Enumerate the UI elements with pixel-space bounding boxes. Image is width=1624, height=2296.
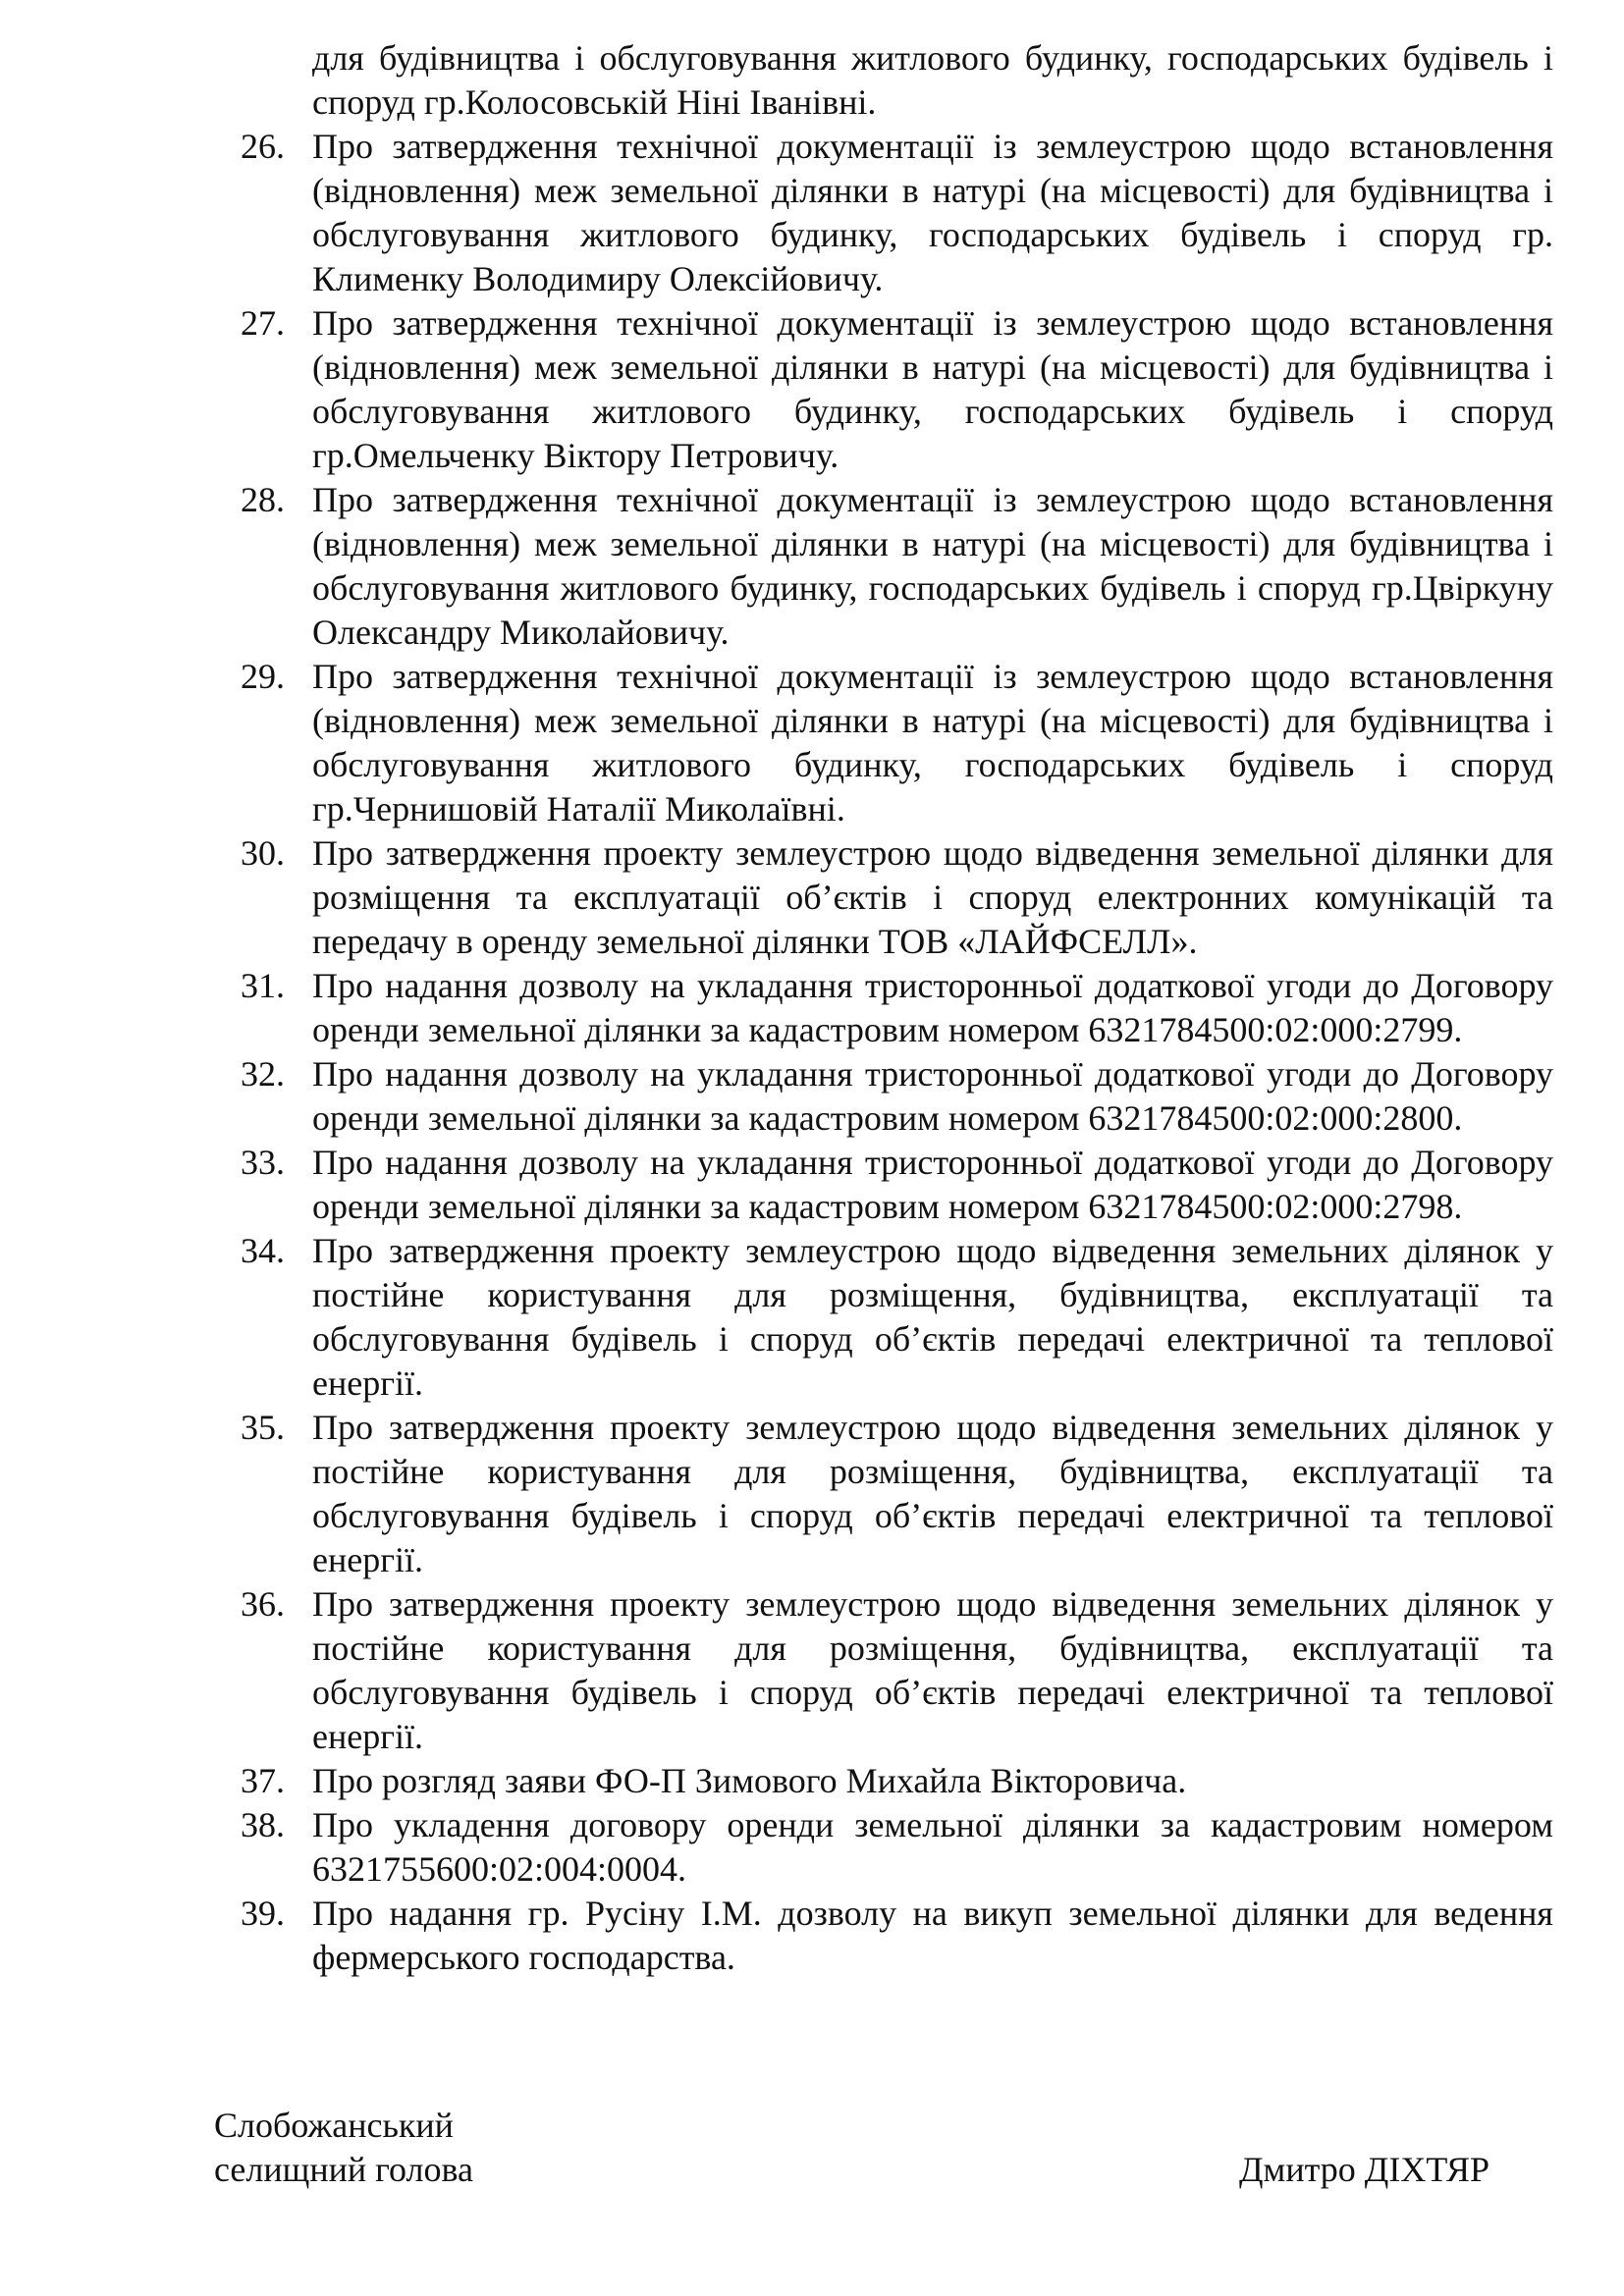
list-item (228, 36, 1553, 125)
agenda-list (228, 36, 1553, 1980)
list-item-text: Про надання дозволу на укладання тристоронньої додаткової угоди до Договору оренди земельної ділянки за кадастровим номером 6321784500:02:000:2798. (312, 1143, 1553, 1226)
list-item-text: Про затвердження технічної документації із землеустрою щодо встановлення (відновлення) меж земельної ділянки в натурі (на місцевості) для будівництва і обслуговування житлового будинку, господарських будівель і споруд гр.Цвіркуну Олександру Миколайовичу. (312, 480, 1553, 652)
list-item-number: 28. (241, 480, 285, 519)
list-item-number: 29. (241, 657, 285, 696)
signatory-title (214, 2104, 473, 2192)
list-item (228, 1803, 1553, 1892)
list-item-text: Про затвердження проекту землеустрою щодо відведення земельних ділянок у постійне користування для розміщення, будівництва, експлуатації та обслуговування будівель і споруд об’єктів передачі електричної та теплової енергії. (312, 1231, 1553, 1403)
list-item (228, 478, 1553, 655)
list-item-number: 31. (241, 966, 285, 1005)
list-item-number: 37. (241, 1761, 285, 1800)
list-item-number: 26. (241, 127, 285, 166)
list-item (228, 655, 1553, 831)
list-item-number: 34. (241, 1231, 285, 1270)
signatory-title-line1: Слобожанський (214, 2106, 454, 2145)
list-item-number: 36. (241, 1584, 285, 1624)
signatory-title-line2: селищний голова (214, 2150, 474, 2189)
list-item-text: Про затвердження проекту землеустрою щодо відведення земельної ділянки для розміщення та експлуатації об’єктів і споруд електронних комунікацій та передачу в оренду земельної ділянки ТОВ «ЛАЙФСЕЛЛ». (312, 833, 1553, 961)
list-item-text: для будівництва і обслуговування житлового будинку, господарських будівель і споруд гр.Колосовській Ніні Іванівні. (312, 38, 1553, 122)
list-item-number: 33. (241, 1143, 285, 1182)
list-item-number: 35. (241, 1408, 285, 1447)
list-item (228, 1141, 1553, 1229)
signatory-name: Дмитро ДІХТЯР (1239, 2150, 1489, 2189)
list-item (228, 301, 1553, 478)
list-item-number: 27. (241, 303, 285, 343)
list-item-text: Про затвердження проекту землеустрою щодо відведення земельних ділянок у постійне користування для розміщення, будівництва, експлуатації та обслуговування будівель і споруд об’єктів передачі електричної та теплової енергії. (312, 1408, 1553, 1579)
list-item-number: 32. (241, 1054, 285, 1094)
list-item (228, 125, 1553, 301)
list-item (228, 964, 1553, 1052)
list-item (228, 1759, 1553, 1803)
list-item-text: Про затвердження проекту землеустрою щодо відведення земельних ділянок у постійне користування для розміщення, будівництва, експлуатації та обслуговування будівель і споруд об’єктів передачі електричної та теплової енергії. (312, 1584, 1553, 1756)
list-item (228, 831, 1553, 964)
list-item-text: Про надання гр. Русіну І.М. дозволу на викуп земельної ділянки для ведення фермерського господарства. (312, 1894, 1553, 1977)
list-item-text: Про затвердження технічної документації із землеустрою щодо встановлення (відновлення) меж земельної ділянки в натурі (на місцевості) для будівництва і обслуговування житлового будинку, господарських будівель і споруд гр. Клименку Володимиру Олексійовичу. (312, 127, 1553, 298)
list-item (228, 1892, 1553, 1980)
list-item (228, 1052, 1553, 1141)
list-item-text: Про надання дозволу на укладання тристоронньої додаткової угоди до Договору оренди земельної ділянки за кадастровим номером 6321784500:02:000:2800. (312, 1054, 1553, 1138)
list-item-number: 30. (241, 833, 285, 873)
list-item (228, 1406, 1553, 1582)
list-item-text: Про затвердження технічної документації із землеустрою щодо встановлення (відновлення) меж земельної ділянки в натурі (на місцевості) для будівництва і обслуговування житлового будинку, господарських будівель і споруд гр.Чернишовій Наталії Миколаївні. (312, 657, 1553, 828)
list-item-text: Про надання дозволу на укладання тристоронньої додаткової угоди до Договору оренди земельної ділянки за кадастровим номером 6321784500:02:000:2799. (312, 966, 1553, 1049)
list-item (228, 1229, 1553, 1406)
list-item-text: Про укладення договору оренди земельної ділянки за кадастровим номером 6321755600:02:004:0004. (312, 1805, 1553, 1889)
list-item-text: Про розгляд заяви ФО-П Зимового Михайла Вікторовича. (312, 1761, 1187, 1800)
list-item-number: 38. (241, 1805, 285, 1844)
list-item-number: 39. (241, 1894, 285, 1933)
list-item (228, 1582, 1553, 1759)
list-item-text: Про затвердження технічної документації із землеустрою щодо встановлення (відновлення) меж земельної ділянки в натурі (на місцевості) для будівництва і обслуговування житлового будинку, господарських будівель і споруд гр.Омельченку Віктору Петровичу. (312, 303, 1553, 475)
